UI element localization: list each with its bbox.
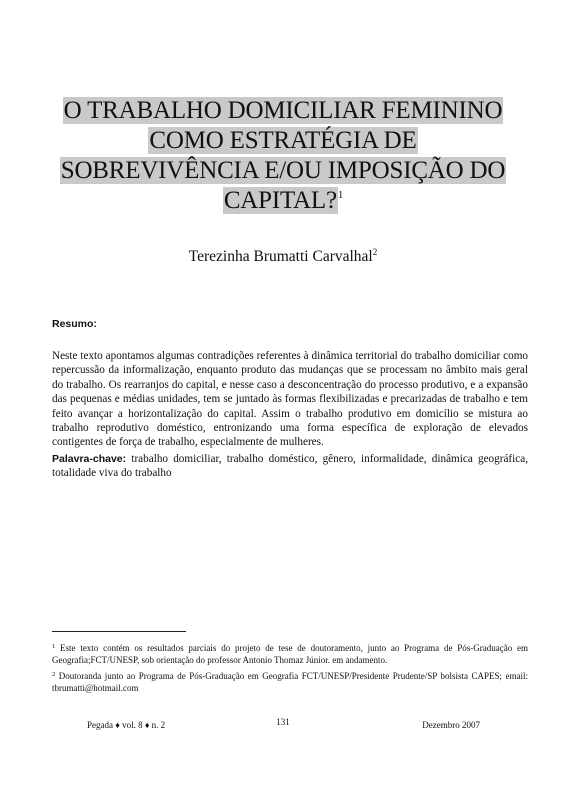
abstract-label: Resumo: <box>52 318 97 330</box>
footnote-1-text: Este texto contém os resultados parciais do projeto de tese de doutoramento, junto ao Programa de Pós-Graduação em Geografia;FCT/UNESP, sob orientação do professor Antonio Thomaz Júnior. em andamento. <box>52 643 528 665</box>
keywords-text: trabalho domiciliar, trabalho doméstico, gênero, informalidade, dinâmica geográfica, totalidade viva do trabalho <box>52 453 528 480</box>
abstract-text: Neste texto apontamos algumas contradições referentes à dinâmica territorial do trabalho domiciliar como repercussão da informalização, enquanto produto das mudanças que se processam no âmbito mais geral do trabalho. Os rearranjos do capital, e nesse caso a desconcentração do processo produtivo, e a expansão das pequenas e médias unidades, tem se juntado às formas flexibilizadas e precarizadas de trabalho e tem feito avançar a horizontalização do capital. Assim o trabalho produtivo em domicílio se mistura ao trabalho reprodutivo doméstico, entronizando uma forma específica de exploração de elevados contigentes de força de trabalho, especialmente de mulheres. <box>52 350 528 449</box>
title-line-2: COMO ESTRATÉGIA DE <box>149 127 417 154</box>
keywords-label: Palavra-chave: <box>52 453 127 465</box>
footnote-2-text: Doutoranda junto ao Programa de Pós-Graduação em Geografia FCT/UNESP/Presidente Prudente/SP bolsista CAPES; email: tbrumatti@hotmail.com <box>52 671 528 693</box>
keywords-paragraph <box>52 452 528 481</box>
title-line-3: SOBREVIVÊNCIA E/OU IMPOSIÇÃO DO <box>60 157 506 184</box>
footnote-1-mark: 1 <box>52 643 56 650</box>
title-line-4: CAPITAL? <box>223 187 337 214</box>
author-footnote-mark[interactable]: 2 <box>372 247 378 257</box>
footnote-separator <box>52 631 186 632</box>
author-line <box>0 248 566 266</box>
title-footnote-mark[interactable]: 1 <box>337 189 344 201</box>
title-line-1: O TRABALHO DOMICILIAR FEMININO <box>63 97 503 124</box>
footnote-1 <box>52 642 528 666</box>
paper-title-block <box>40 96 526 216</box>
footnote-2-mark: 2 <box>52 671 56 678</box>
footer-date: Dezembro 2007 <box>422 720 480 730</box>
footer-journal: Pegada ♦ vol. 8 ♦ n. 2 <box>87 720 166 730</box>
paper-title <box>40 96 526 216</box>
author-name: Terezinha Brumatti Carvalhal <box>188 248 373 265</box>
footnote-2 <box>52 670 528 694</box>
footer-page-number: 131 <box>276 717 290 727</box>
